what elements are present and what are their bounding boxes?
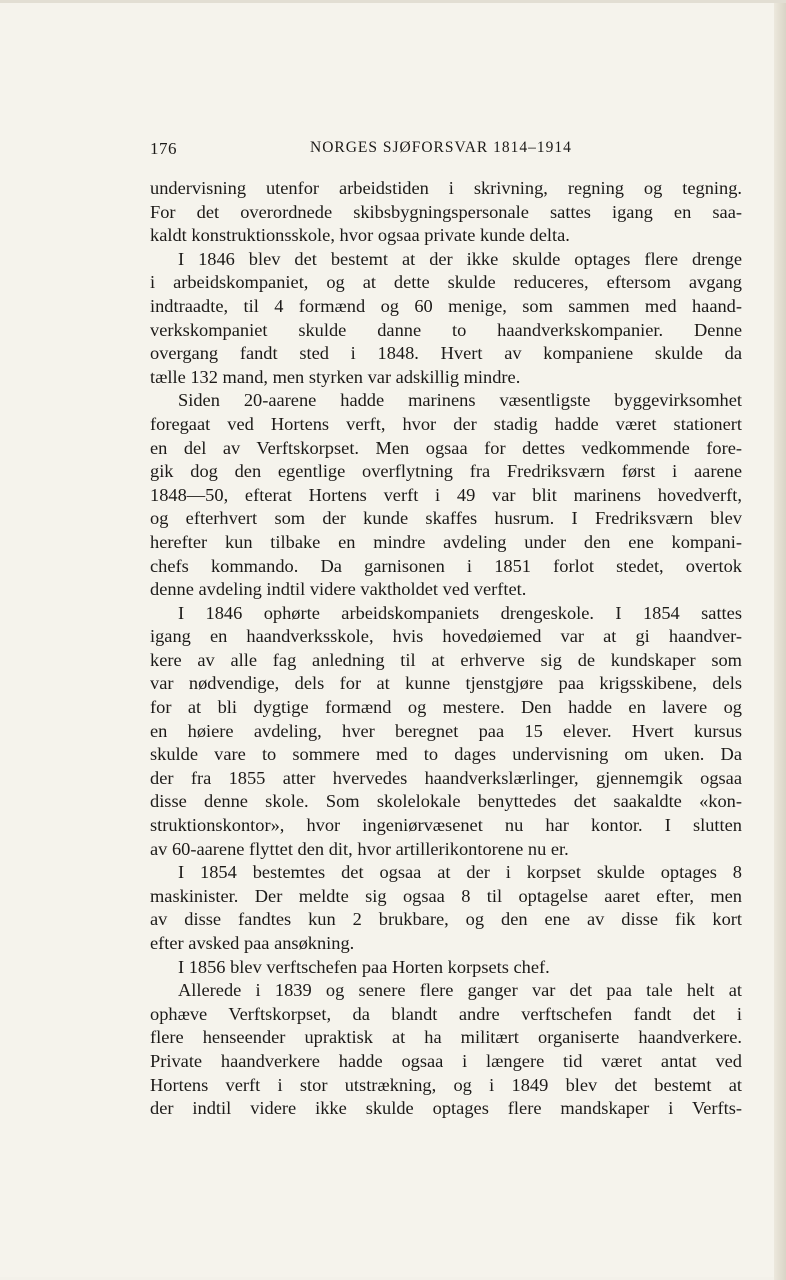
text-line: en del av Verftskorpset. Men ogsaa for dettes vedkommende fore- [150,437,742,458]
page-edge [774,3,786,1280]
text-line: og efterhvert som der kunde skaffes husrum. I Fredriksværn blev [150,508,742,529]
text-line: igang en haandverksskole, hvis hovedøiemed var at gi haandver- [150,626,742,647]
text-line: Siden 20-aarene hadde marinens væsentligste byggevirksomhet [178,390,742,411]
text-line: skulde vare to sommere med to dages undervisning om uken. Da [150,744,742,765]
text-line: I 1846 ophørte arbeidskompaniets drengeskole. I 1854 sattes [178,602,742,623]
text-line: av disse fandtes kun 2 brukbare, og den ene av disse fik kort [150,909,742,930]
text-line: i arbeidskompaniet, og at dette skulde reduceres, eftersom avgang [150,272,742,293]
text-line: gik dog den egentlige overflytning fra Fredriksværn først i aarene [150,461,742,482]
text-line: Allerede i 1839 og senere flere ganger var det paa tale helt at [178,980,742,1001]
text-line: av 60-aarene flyttet den dit, hvor artillerikontorene nu er. [150,838,569,859]
text-line: efter avsked paa ansøkning. [150,933,355,953]
running-title: NORGES SJØFORSVAR 1814–1914 [310,139,572,156]
text-line: overgang fandt sted i 1848. Hvert av kompaniene skulde da [150,343,742,364]
text-line: I 1854 bestemtes det ogsaa at der i korpset skulde optages 8 [178,862,742,883]
text-line: denne avdeling indtil videre vaktholdet ved verftet. [150,579,527,600]
text-line: herefter kun tilbake en mindre avdeling under den ene kompani- [150,531,742,552]
text-line: I 1856 blev verftschefen paa Horten korpsets chef. [178,956,550,977]
text-line: der indtil videre ikke skulde optages flere mandskaper i Verfts- [150,1098,742,1119]
text-line: kere av alle fag anledning til at erhverve sig de kundskaper som [150,649,742,670]
text-line: chefs kommando. Da garnisonen i 1851 forlot stedet, overtok [150,555,742,576]
text-line: flere henseender upraktisk at ha militært organiserte haandverkere. [150,1027,742,1048]
text-line: struktionskontor», hvor ingeniørvæsenet nu har kontor. I slutten [150,815,742,836]
text-line: Private haandverkere hadde ogsaa i længere tid været antat ved [150,1050,742,1071]
text-line: for at bli dygtige formænd og mestere. Den hadde en lavere og [150,697,742,718]
text-line: tælle 132 mand, men styrken var adskillig mindre. [150,366,521,387]
text-line: undervisning utenfor arbeidstiden i skrivning, regning og tegning. [150,178,742,198]
page-number: 176 [150,139,177,158]
text-line: 1848—50, efterat Hortens verft i 49 var blit marinens hovedverft, [150,484,742,505]
text-line: indtraadte, til 4 formænd og 60 menige, som sammen med haand- [150,295,742,316]
text-line: var nødvendige, dels for at kunne tjenstgjøre paa krigsskibene, dels [150,673,742,694]
text-line: kaldt konstruktionsskole, hvor ogsaa private kunde delta. [150,225,570,246]
text-line: verkskompaniet skulde danne to haandverkskompanier. Denne [150,319,742,340]
text-line: der fra 1855 atter hvervedes haandverkslærlinger, gjennemgik ogsaa [150,767,742,788]
text-line: I 1846 blev det bestemt at der ikke skulde optages flere drenge [178,248,742,269]
text-line: ophæve Verftskorpset, da blandt andre verftschefen fandt det i [150,1003,742,1024]
text-line: Hortens verft i stor utstrækning, og i 1849 blev det bestemt at [150,1074,742,1095]
text-line: foregaat ved Hortens verft, hvor der stadig hadde været stationert [150,413,742,434]
text-line: For det overordnede skibsbygningspersonale sattes igang en saa- [150,201,742,222]
text-line: en høiere avdeling, hver beregnet paa 15 elever. Hvert kursus [150,720,742,741]
body-text [150,177,742,1121]
text-line: disse denne skole. Som skolelokale benyttedes det saakaldte «kon- [150,791,742,812]
text-line: maskinister. Der meldte sig ogsaa 8 til optagelse aaret efter, men [150,885,742,906]
